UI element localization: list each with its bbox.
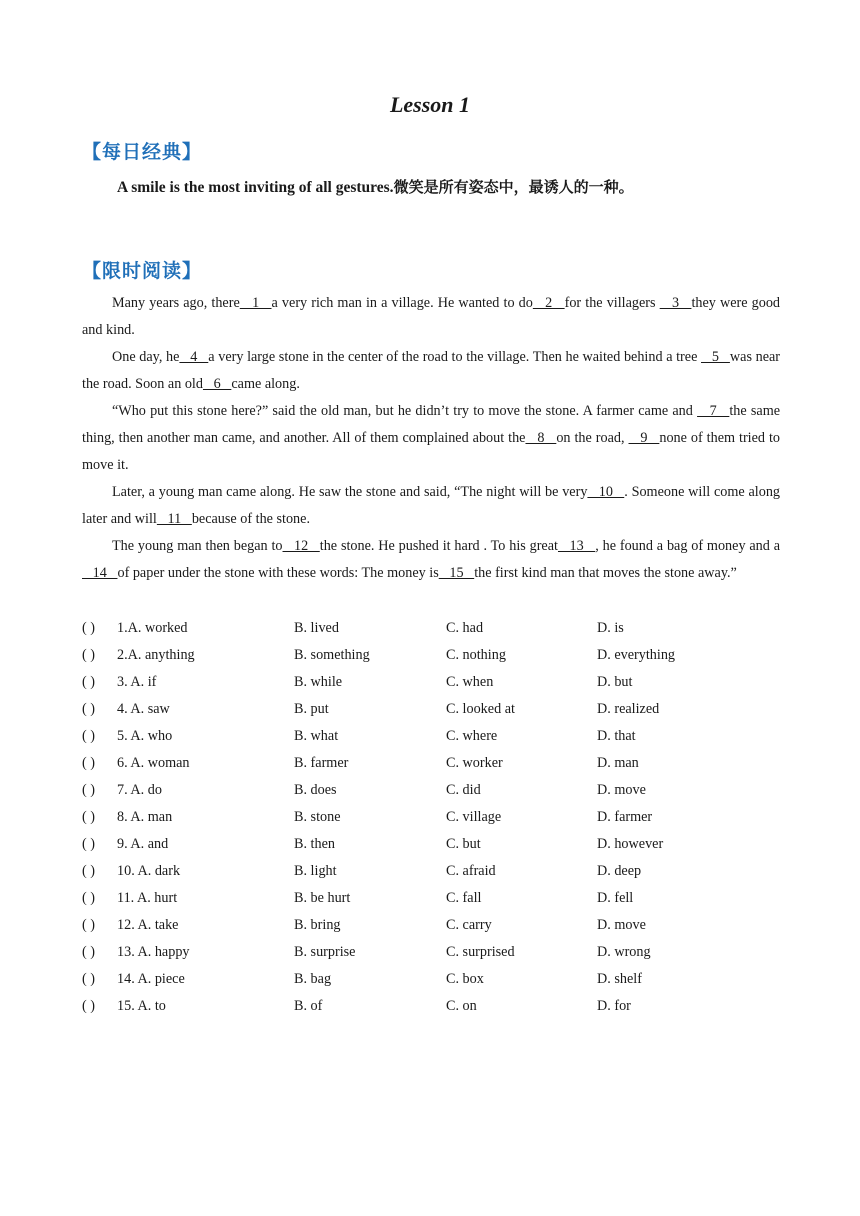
- option-d: D. shelf: [597, 971, 642, 987]
- answer-bracket[interactable]: ( ): [82, 971, 95, 987]
- reading-passage: [82, 290, 780, 587]
- option-d: D. deep: [597, 863, 642, 879]
- option-c: C. had: [446, 620, 484, 636]
- option-d: D. fell: [597, 890, 634, 906]
- blank-5: 5: [701, 349, 730, 365]
- option-c: C. nothing: [446, 647, 506, 663]
- option-a: 7. A. do: [117, 782, 162, 798]
- answer-bracket[interactable]: ( ): [82, 944, 95, 960]
- blank-10: 10: [587, 484, 625, 500]
- blank-9: 9: [628, 430, 660, 446]
- blank-12: 12: [282, 538, 320, 554]
- option-d: D. however: [597, 836, 664, 852]
- option-d: D. but: [597, 674, 633, 690]
- option-a: 11. A. hurt: [117, 890, 178, 906]
- option-b: B. be hurt: [294, 890, 351, 906]
- option-b: B. something: [294, 647, 370, 663]
- option-c: C. worker: [446, 755, 503, 771]
- option-b: B. does: [294, 782, 337, 798]
- option-c: C. surprised: [446, 944, 515, 960]
- answer-bracket[interactable]: ( ): [82, 917, 95, 933]
- passage-paragraph-1: Many years ago, there 1 a very rich man in a village. He wanted to do 2 for the villagers 3 they were good and kind.: [82, 295, 781, 338]
- option-d: D. that: [597, 728, 636, 744]
- option-c: C. where: [446, 728, 498, 744]
- option-row: [82, 993, 780, 1020]
- answer-bracket[interactable]: ( ): [82, 998, 95, 1014]
- blank-11: 11: [156, 511, 192, 527]
- option-a: 4. A. saw: [117, 701, 170, 717]
- answer-bracket[interactable]: ( ): [82, 647, 95, 663]
- option-a: 9. A. and: [117, 836, 169, 852]
- option-b: B. bag: [294, 971, 332, 987]
- option-b: B. light: [294, 863, 337, 879]
- answer-bracket[interactable]: ( ): [82, 728, 95, 744]
- option-c: C. box: [446, 971, 484, 987]
- quote-english: A smile is the most inviting of all gestures.: [117, 179, 394, 196]
- option-c: C. afraid: [446, 863, 496, 879]
- option-row: [82, 939, 780, 966]
- blank-13: 13: [557, 538, 596, 554]
- blank-1: 1: [239, 295, 272, 311]
- option-d: D. move: [597, 782, 646, 798]
- option-b: B. lived: [294, 620, 339, 636]
- option-d: D. move: [597, 917, 646, 933]
- answer-bracket[interactable]: ( ): [82, 701, 95, 717]
- passage-paragraph-5: The young man then began to 12 the stone. He pushed it hard . To his great 13 , he found a bag of money and a 14 of paper under the stone with these words: The money is 15 the first kind man that moves the stone away.”: [82, 538, 781, 581]
- daily-quote: [117, 176, 634, 197]
- option-b: B. stone: [294, 809, 341, 825]
- option-a: 12. A. take: [117, 917, 179, 933]
- answer-bracket[interactable]: ( ): [82, 863, 95, 879]
- option-b: B. surprise: [294, 944, 356, 960]
- passage-paragraph-4: Later, a young man came along. He saw the stone and said, “The night will be very 10 . Someone will come along later and will 11 because of the stone.: [82, 484, 781, 527]
- blank-14: 14: [82, 565, 118, 581]
- option-d: D. for: [597, 998, 631, 1014]
- option-b: B. farmer: [294, 755, 349, 771]
- option-a: 3. A. if: [117, 674, 157, 690]
- option-d: D. farmer: [597, 809, 653, 825]
- option-c: C. did: [446, 782, 481, 798]
- option-row: [82, 723, 780, 750]
- answer-bracket[interactable]: ( ): [82, 674, 95, 690]
- option-d: D. everything: [597, 647, 676, 663]
- option-b: B. what: [294, 728, 339, 744]
- option-a: 5. A. who: [117, 728, 173, 744]
- passage-paragraph-3: “Who put this stone here?” said the old man, but he didn’t try to move the stone. A farmer came and 7 the same thing, then another man came, and another. All of them complained about the 8 on the road, 9 none of them tried to move it.: [82, 403, 781, 473]
- answer-bracket[interactable]: ( ): [82, 620, 95, 636]
- option-a: 8. A. man: [117, 809, 173, 825]
- option-a: 2.A. anything: [117, 647, 195, 663]
- blank-15: 15: [438, 565, 475, 581]
- answer-bracket[interactable]: ( ): [82, 755, 95, 771]
- option-d: D. man: [597, 755, 639, 771]
- option-d: D. is: [597, 620, 624, 636]
- option-row: [82, 858, 780, 885]
- option-c: C. looked at: [446, 701, 515, 717]
- option-a: 15. A. to: [117, 998, 166, 1014]
- options-list: [82, 615, 780, 1020]
- option-b: B. bring: [294, 917, 341, 933]
- section-heading-timed-reading: 【限时阅读】: [82, 260, 203, 282]
- option-c: C. when: [446, 674, 494, 690]
- blank-4: 4: [179, 349, 209, 365]
- option-a: 10. A. dark: [117, 863, 181, 879]
- option-row: [82, 804, 780, 831]
- passage-paragraph-2: One day, he 4 a very large stone in the center of the road to the village. Then he waited behind a tree 5 was near the road. Soon an old 6 came along.: [82, 349, 781, 392]
- option-d: D. wrong: [597, 944, 651, 960]
- blank-8: 8: [525, 430, 557, 446]
- option-a: 14. A. piece: [117, 971, 185, 987]
- option-b: B. while: [294, 674, 343, 690]
- blank-2: 2: [532, 295, 565, 311]
- blank-3: 3: [659, 295, 692, 311]
- option-row: [82, 777, 780, 804]
- option-a: 1.A. worked: [117, 620, 188, 636]
- option-row: [82, 696, 780, 723]
- option-b: B. then: [294, 836, 335, 852]
- answer-bracket[interactable]: ( ): [82, 782, 95, 798]
- option-c: C. village: [446, 809, 502, 825]
- section-heading-daily-classic: 【每日经典】: [82, 141, 203, 163]
- blank-6: 6: [202, 376, 232, 392]
- option-c: C. on: [446, 998, 477, 1014]
- option-row: [82, 912, 780, 939]
- page-title: Lesson 1: [389, 92, 471, 117]
- option-row: [82, 831, 780, 858]
- option-row: [82, 885, 780, 912]
- quote-chinese: 微笑是所有姿态中，最诱人的一种。: [393, 178, 634, 196]
- option-b: B. put: [294, 701, 329, 717]
- option-c: C. fall: [446, 890, 482, 906]
- option-a: 13. A. happy: [117, 944, 190, 960]
- option-b: B. of: [294, 998, 323, 1014]
- blank-7: 7: [697, 403, 730, 419]
- option-a: 6. A. woman: [117, 755, 190, 771]
- option-row: [82, 966, 780, 993]
- answer-bracket[interactable]: ( ): [82, 809, 95, 825]
- option-c: C. but: [446, 836, 481, 852]
- option-row: [82, 642, 780, 669]
- answer-bracket[interactable]: ( ): [82, 890, 95, 906]
- option-c: C. carry: [446, 917, 492, 933]
- option-d: D. realized: [597, 701, 660, 717]
- answer-bracket[interactable]: ( ): [82, 836, 95, 852]
- option-row: [82, 669, 780, 696]
- option-row: [82, 615, 780, 642]
- option-row: [82, 750, 780, 777]
